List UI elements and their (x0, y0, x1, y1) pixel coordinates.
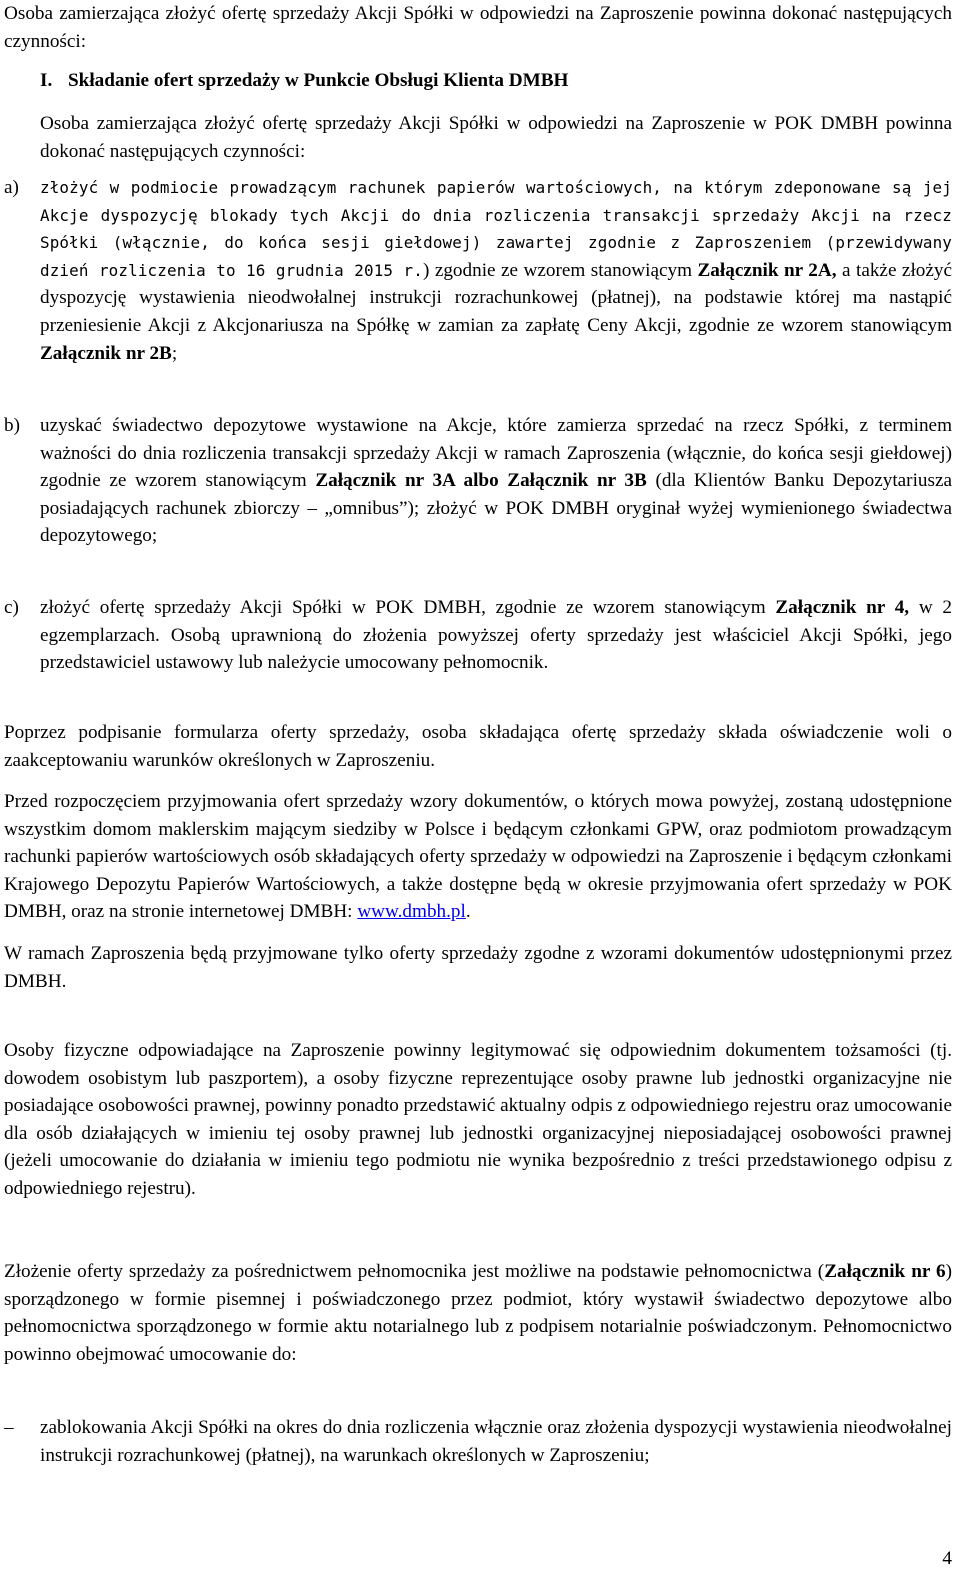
item-c-attachment-4: Załącznik nr 4, (775, 597, 910, 618)
item-b-text: uzyskać świadectwo depozytowe wystawione na Akcje, które zamierza sprzedać na rzecz Spółki, z terminem ważności do dnia rozliczenia transakcji sprzedaży Akcji w ramach Zaproszenia (włącznie, do końca sesji giełdowej) zgodnie ze wzorem stanowiącym (40, 415, 952, 492)
attachment-6: Załącznik nr 6 (824, 1261, 946, 1282)
section-heading (40, 67, 569, 95)
item-c-text-2: w 2 egzemplarzach. Osobą uprawnioną do złożenia powyższej oferty sprzedaży jest właściciel Akcji Spółki, jego przedstawiciel ustawowy lub należycie umocowany pełnomocnik. (40, 597, 953, 674)
paragraph-identity-documents: Osoby fizyczne odpowiadające na Zaproszenie powinny legitymować się odpowiednim dokumentem tożsamości (tj. dowodem osobistym lub paszportem), a osoby fizyczne reprezentujące osoby prawne lub jednostki organizacyjne nie posiadające osobowości prawnej, powinny ponadto przedstawić aktualny odpis z odpowiedniego rejestru oraz umocowanie dla osób działających w imieniu tej osoby prawnej lub jednostki organizacyjnej nieposiadającej osobowości prawnej (jeżeli umocowanie do działania w imieniu tego podmiotu nie wynika bezpośrednio z treści przedstawionego odpisu z odpowiedniego rejestru). (4, 1040, 952, 1199)
section-number: I. (40, 70, 53, 91)
list-item-b (4, 412, 952, 550)
dash-marker: – (4, 1417, 14, 1438)
item-a-text-4: ; (171, 342, 178, 364)
item-c-text: złożyć ofertę sprzedaży Akcji Spółki w POK DMBH, zgodnie ze wzorem stanowiącym (40, 597, 776, 618)
item-a-text-2: ) zgodnie ze wzorem stanowiącym (422, 259, 698, 281)
item-b-text-2: (dla Klientów Banku Depozytariusza posiadających rachunek zbiorczy – „omnibus”); złożyć w POK DMBH oryginał wyżej wymienionego świadectwa depozytowego; (40, 470, 952, 547)
item-a-text-3: a także złożyć dyspozycję wystawienia nieodwołalnej instrukcji rozrachunkowej (płatnej), na podstawie której ma nastąpić przeniesienie Akcji z Akcjonariusza na Spółkę w zamian za zapłatę Ceny Akcji, zgodnie ze wzorem stanowiącym (40, 259, 952, 336)
paragraph-text: Przed rozpoczęciem przyjmowania ofert sprzedaży wzory dokumentów, o których mowa powyżej, zostaną udostępnione wszystkim domom maklerskim mającym siedziby w Polsce i będącym członkami GPW, oraz podmiotom prowadzącym rachunki papierów wartościowych osób składających oferty sprzedaży w odpowiedzi na Zaproszenie i będącym członkami Krajowego Depozytu Papierów Wartościowych, a także dostępne będą w okresie przyjmowania ofert sprzedaży w POK DMBH, oraz na stronie internetowej DMBH: (4, 791, 952, 923)
paragraph-end: . (465, 901, 471, 923)
section-title: Składanie ofert sprzedaży w Punkcie Obsługi Klienta DMBH (68, 70, 569, 91)
list-item-body: zablokowania Akcji Spółki na okres do dnia rozliczenia włącznie oraz złożenia dyspozycji wystawienia nieodwołalnej instrukcji rozrachunkowej (płatnej), na warunkach określonych w Zaproszeniu; (40, 1417, 952, 1466)
list-marker: a) (4, 177, 19, 198)
item-a-attachment-2a: Załącznik nr 2A, (697, 259, 837, 281)
item-a-attachment-2b: Załącznik nr 2B (40, 342, 172, 364)
paragraph-power-of-attorney (4, 1258, 952, 1368)
item-b-attachment-3: Załącznik nr 3A albo Załącznik nr 3B (315, 470, 647, 492)
list-marker: c) (4, 597, 19, 618)
paragraph-text: Złożenie oferty sprzedaży za pośrednictwem pełnomocnika jest możliwe na podstawie pełnomocnictwa ( (4, 1261, 825, 1282)
list-item-body (40, 412, 952, 550)
list-item-c (4, 594, 952, 677)
paragraph-text-2: ) sporządzonego w formie pisemnej i poświadczonego przez podmiot, który wystawił świadectwo depozytowe albo pełnomocnictwa sporządzonego w formie aktu notarialnego lub z podpisem notarialnie poświadczonym. Pełnomocnictwo powinno obejmować umocowanie do: (4, 1261, 952, 1365)
paragraph-accepted-templates: W ramach Zaproszenia będą przyjmowane tylko oferty sprzedaży zgodne z wzorami dokumentów udostępnionymi przez DMBH. (4, 943, 952, 992)
list-item-a (4, 174, 952, 367)
list-item-body (40, 174, 952, 367)
item-a-text: złożyć w podmiocie prowadzącym rachunek papierów wartościowych, na którym zdeponowane są jej Akcje dyspozycję blokady tych Akcji do dnia rozliczenia transakcji sprzedaży Akcji na rzecz Spółki (włącznie, do końca sesji giełdowej) zawartej zgodnie z Zaproszeniem (przewidywany dzień rozliczenia to 16 grudnia 2015 r. (40, 178, 952, 280)
section-lead-paragraph: Osoba zamierzająca złożyć ofertę sprzedaży Akcji Spółki w odpowiedzi na Zaproszenie w POK DMBH powinna dokonać następujących czynności: (40, 113, 952, 162)
dash-list-item (4, 1414, 952, 1469)
dmbh-website-link[interactable]: www.dmbh.pl (357, 901, 466, 923)
intro-paragraph: Osoba zamierzająca złożyć ofertę sprzedaży Akcji Spółki w odpowiedzi na Zaproszenie powinna dokonać następujących czynności: (4, 3, 952, 52)
list-item-body (40, 594, 952, 677)
list-marker: b) (4, 415, 20, 436)
paragraph-signature-declaration: Poprzez podpisanie formularza oferty sprzedaży, osoba składająca ofertę sprzedaży składa oświadczenie woli o zaakceptowaniu warunków określonych w Zaproszeniu. (4, 722, 952, 771)
page-number: 4 (942, 1548, 952, 1569)
paragraph-document-templates (4, 788, 952, 926)
